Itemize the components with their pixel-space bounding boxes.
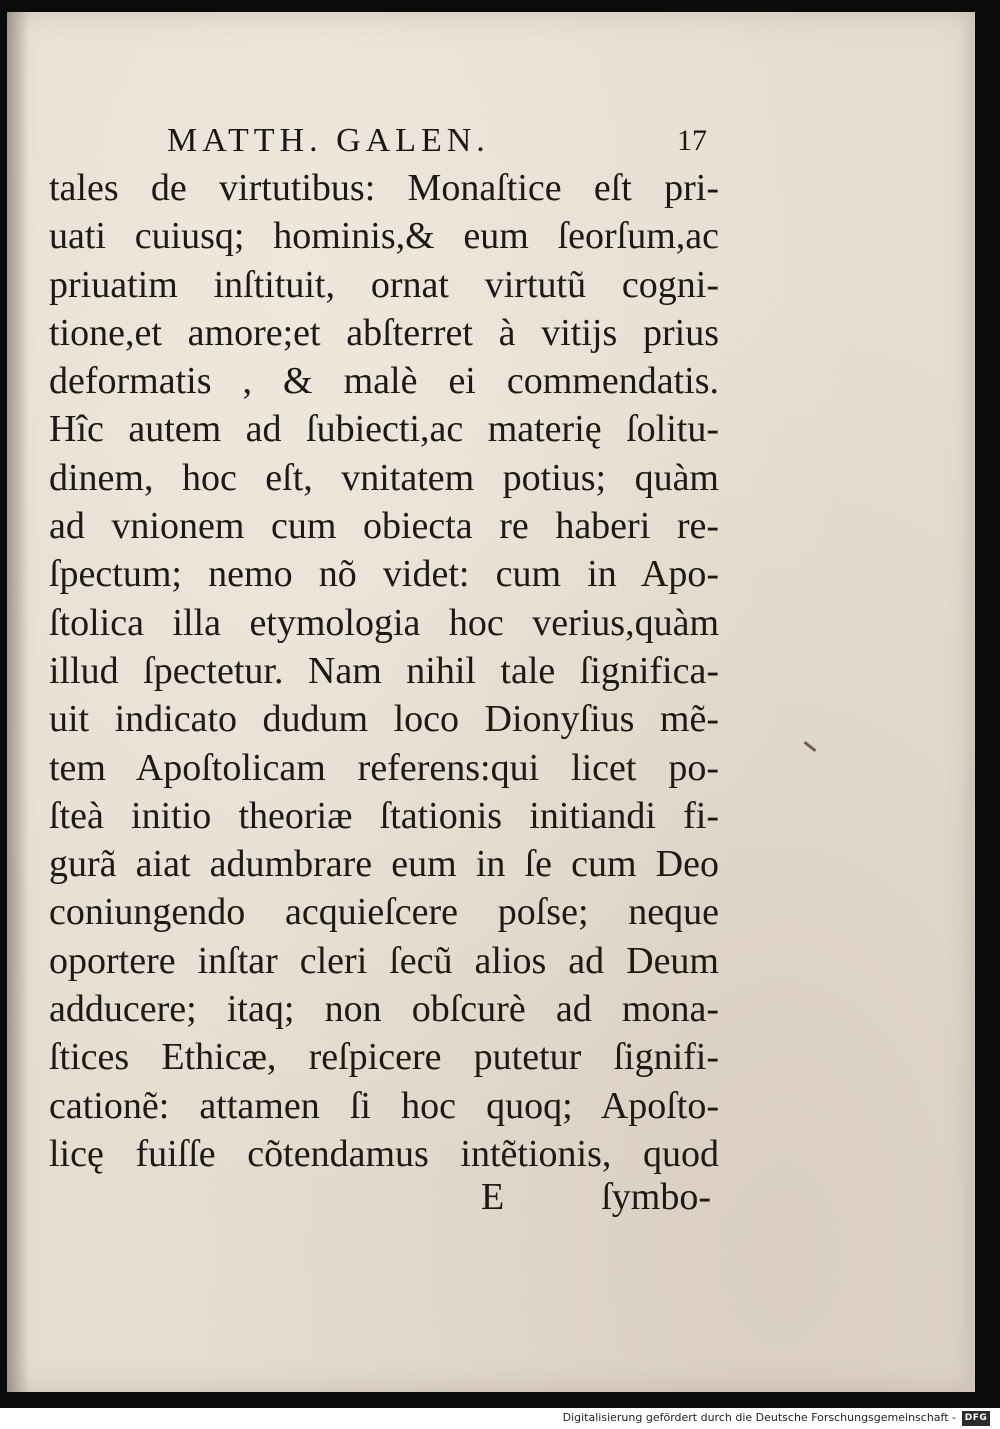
text-line: tione,et amore;et abſterret à vitijs prius [49,311,719,354]
gutter-shadow [7,12,29,1392]
body-text [49,164,719,1178]
text-line: dinem, hoc eſt, vnitatem potius; quàm [49,456,719,499]
text-line: coniungendo acquieſcere poſse; neque [49,891,719,934]
text-line: ſtolica illa etymologia hoc verius,quàm [49,601,719,644]
text-line: ſtices Ethicæ, reſpicere putetur ſignifi- [49,1036,719,1079]
text-line: Hîc autem ad ſubiecti,ac materię ſolitu- [49,408,719,451]
digitization-footer [0,1408,1000,1429]
text-line: illud ſpectetur. Nam nihil tale ſignifica- [49,649,719,692]
running-head [167,122,707,162]
text-line: priuatim inſtituit, ornat virtutũ cogni- [49,263,719,306]
folio-number: 17 [677,124,707,157]
text-line: licę fuiſſe cõtendamus intẽtionis, quod [49,1132,719,1175]
text-line: adducere; itaq; non obſcurè ad mona- [49,988,719,1031]
catchword: ſymbo- [601,1176,711,1218]
text-line: ſpectum; nemo nõ videt: cum in Apo- [49,553,719,596]
paper-speck [804,741,817,752]
text-line: oportere inſtar cleri ſecũ alios ad Deum [49,939,719,982]
text-line: gurã aiat adumbrare eum in ſe cum Deo [49,843,719,886]
running-head-title: MATTH. GALEN. [167,122,490,159]
text-line: tem Apoſtolicam referens:qui licet po- [49,746,719,789]
text-line: tales de virtutibus: Monaſtice eſt pri- [49,167,719,209]
text-line: deformatis , & malè ei commendatis. [49,360,719,403]
text-line: ſteà initio theoriæ ſtationis initiandi fi- [49,794,719,837]
text-line: uati cuiusq; hominis,& eum ſeorſum,ac [49,215,719,258]
catchword-row [49,1175,719,1225]
book-page [7,12,975,1392]
text-line: cationẽ: attamen ſi hoc quoq; Apoſto- [49,1084,719,1127]
funding-credit: Digitalisierung gefördert durch die Deutsche Forschungsgemeinschaft - [562,1411,956,1424]
text-line: uit indicato dudum loco Dionyſius mẽ- [49,698,719,741]
page-edge [961,12,975,1392]
text-line: ad vnionem cum obiecta re haberi re- [49,505,719,548]
signature-mark: E [481,1176,505,1218]
dfg-logo-icon: DFG [962,1411,990,1426]
